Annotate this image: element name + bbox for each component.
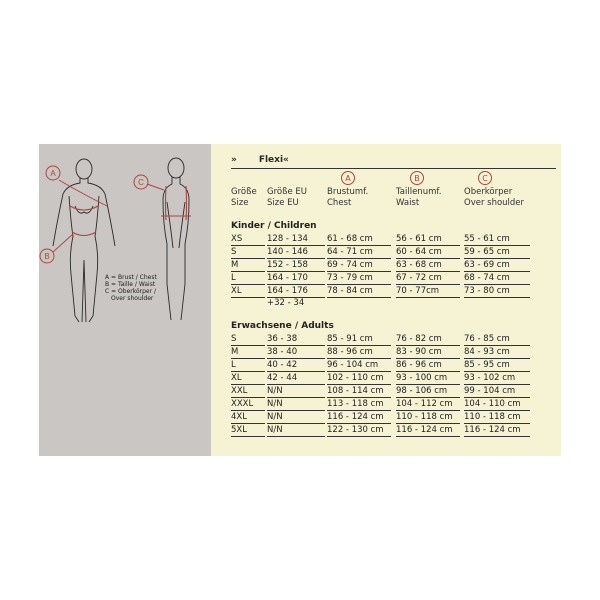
- table-row: [231, 399, 531, 412]
- section-title-adults: Erwachsene / Adults: [231, 321, 334, 331]
- cell-underline: [327, 345, 391, 346]
- size-eu-cell: N/N: [267, 386, 283, 396]
- cell-underline: [267, 436, 325, 437]
- chest-cell: 61 - 68 cm: [327, 234, 373, 244]
- cell-underline: [396, 297, 460, 298]
- table-row: [231, 334, 531, 347]
- waist-cell: 86 - 96 cm: [396, 360, 442, 370]
- size-cell: S: [231, 334, 237, 344]
- table-row: [231, 234, 531, 247]
- size-eu-cell: 128 - 134: [267, 234, 308, 244]
- cell-underline: [396, 245, 460, 246]
- cell-underline: [327, 358, 391, 359]
- cell-underline: [464, 436, 530, 437]
- cell-underline: [327, 423, 391, 424]
- waist-cell: 104 - 112 cm: [396, 399, 453, 409]
- cell-underline: [396, 371, 460, 372]
- header-shoulder: Oberkörper Over shoulder: [464, 187, 525, 208]
- cell-underline: [396, 423, 460, 424]
- waist-cell: 63 - 68 cm: [396, 260, 442, 270]
- waist-cell: 67 - 72 cm: [396, 273, 442, 283]
- shoulder-cell: 63 - 69 cm: [464, 260, 510, 270]
- shoulder-cell: 116 - 124 cm: [464, 425, 521, 435]
- size-eu-cell: 164 - 170: [267, 273, 308, 283]
- cell-underline: [464, 423, 530, 424]
- cell-underline: [267, 245, 325, 246]
- header-size: Größe Size: [231, 187, 257, 208]
- section-title-children: Kinder / Children: [231, 221, 317, 231]
- cell-underline: [231, 284, 265, 285]
- table-row: [231, 247, 531, 260]
- size-table-panel: [211, 144, 561, 456]
- size-cell: 4XL: [231, 412, 247, 422]
- chest-cell: 64 - 71 cm: [327, 247, 373, 257]
- cell-underline: [267, 397, 325, 398]
- cell-underline: [464, 345, 530, 346]
- shoulder-cell: 110 - 118 cm: [464, 412, 521, 422]
- size-cell: L: [231, 273, 236, 283]
- waist-cell: 110 - 118 cm: [396, 412, 453, 422]
- chest-cell: 73 - 79 cm: [327, 273, 373, 283]
- shoulder-marker-icon: C: [478, 171, 492, 185]
- cell-underline: [396, 258, 460, 259]
- cell-underline: [231, 436, 265, 437]
- shoulder-cell: 73 - 80 cm: [464, 286, 510, 296]
- chest-cell: 96 - 104 cm: [327, 360, 379, 370]
- cell-underline: [396, 384, 460, 385]
- size-cell: XL: [231, 286, 242, 296]
- header-size-eu: Größe EU Size EU: [267, 187, 307, 208]
- title-marker: »: [231, 155, 237, 165]
- waist-cell: 70 - 77cm: [396, 286, 440, 296]
- legend-shoulder: C = Oberkörper /: [105, 288, 157, 295]
- shoulder-cell: 84 - 93 cm: [464, 347, 510, 357]
- waist-cell: 116 - 124 cm: [396, 425, 453, 435]
- cell-underline: [231, 397, 265, 398]
- chest-cell: 122 - 130 cm: [327, 425, 384, 435]
- cell-underline: [464, 245, 530, 246]
- size-eu-cell: 38 - 40: [267, 347, 298, 357]
- shoulder-cell: 85 - 95 cm: [464, 360, 510, 370]
- back-figure: [163, 158, 189, 320]
- cell-underline: [231, 345, 265, 346]
- chest-marker-icon: A: [341, 171, 355, 185]
- product-name: Flexi«: [258, 155, 289, 165]
- cell-underline: [327, 371, 391, 372]
- cell-underline: [327, 245, 391, 246]
- chest-cell: 69 - 74 cm: [327, 260, 373, 270]
- size-eu-cell: 40 - 42: [267, 360, 298, 370]
- label-a-icon: [46, 166, 60, 180]
- cell-underline: [267, 358, 325, 359]
- cell-underline: [267, 410, 325, 411]
- size-cell: M: [231, 347, 239, 357]
- product-title: [231, 155, 289, 165]
- table-row: [231, 273, 531, 286]
- label-c-icon: [134, 175, 148, 189]
- cell-underline: [231, 358, 265, 359]
- cell-underline: [231, 423, 265, 424]
- size-eu-cell: N/N: [267, 412, 283, 422]
- chest-cell: 88 - 96 cm: [327, 347, 373, 357]
- legend-shoulder-cont: Over shoulder: [111, 295, 154, 302]
- chest-cell: 85 - 91 cm: [327, 334, 373, 344]
- size-eu-cell: N/N: [267, 425, 283, 435]
- cell-underline: [396, 271, 460, 272]
- shoulder-cell: 104 - 110 cm: [464, 399, 521, 409]
- cell-underline: [327, 384, 391, 385]
- size-chart-card: [39, 144, 561, 456]
- cell-underline: [464, 284, 530, 285]
- measurement-diagram-panel: [39, 144, 211, 456]
- cell-underline: [231, 245, 265, 246]
- cell-underline: [267, 384, 325, 385]
- cell-underline: [464, 371, 530, 372]
- table-row: [231, 425, 531, 438]
- svg-text:A: A: [50, 169, 56, 178]
- table-row: [231, 286, 531, 310]
- cell-underline: [267, 297, 325, 298]
- cell-underline: [267, 345, 325, 346]
- shoulder-cell: 99 - 104 cm: [464, 386, 516, 396]
- header-chest: Brustumf. Chest: [327, 187, 369, 208]
- title-divider: [231, 168, 556, 169]
- legend-waist: B = Taille / Waist: [105, 281, 156, 288]
- table-row: [231, 386, 531, 399]
- cell-underline: [464, 297, 530, 298]
- chest-cell: 116 - 124 cm: [327, 412, 384, 422]
- cell-underline: [327, 271, 391, 272]
- cell-underline: [267, 371, 325, 372]
- waist-cell: 83 - 90 cm: [396, 347, 442, 357]
- size-eu-cell: 42 - 44: [267, 373, 298, 383]
- size-cell: S: [231, 247, 237, 257]
- shoulder-cell: 59 - 65 cm: [464, 247, 510, 257]
- cell-underline: [464, 271, 530, 272]
- cell-underline: [267, 258, 325, 259]
- cell-underline: [327, 297, 391, 298]
- svg-text:B: B: [44, 252, 50, 261]
- size-eu-cell-extra: +32 - 34: [267, 298, 305, 308]
- waist-cell: 98 - 106 cm: [396, 386, 448, 396]
- cell-underline: [231, 297, 265, 298]
- size-cell: XS: [231, 234, 243, 244]
- shoulder-cell: 93 - 102 cm: [464, 373, 516, 383]
- header-waist: Taillenumf. Waist: [396, 187, 442, 208]
- cell-underline: [231, 371, 265, 372]
- cell-underline: [464, 397, 530, 398]
- size-cell: XL: [231, 373, 242, 383]
- cell-underline: [396, 436, 460, 437]
- cell-underline: [231, 271, 265, 272]
- cell-underline: [327, 258, 391, 259]
- size-eu-cell: N/N: [267, 399, 283, 409]
- cell-underline: [327, 284, 391, 285]
- shoulder-cell: 68 - 74 cm: [464, 273, 510, 283]
- label-b-icon: [40, 249, 54, 263]
- cell-underline: [464, 358, 530, 359]
- table-row: [231, 360, 531, 373]
- chest-cell: 108 - 114 cm: [327, 386, 384, 396]
- waist-cell: 93 - 100 cm: [396, 373, 448, 383]
- waist-cell: 60 - 64 cm: [396, 247, 442, 257]
- cell-underline: [327, 410, 391, 411]
- shoulder-cell: 76 - 85 cm: [464, 334, 510, 344]
- size-eu-cell: 164 - 176: [267, 286, 308, 296]
- cell-underline: [396, 358, 460, 359]
- waist-cell: 76 - 82 cm: [396, 334, 442, 344]
- waist-cell: 56 - 61 cm: [396, 234, 442, 244]
- table-row: [231, 260, 531, 273]
- size-cell: XXXL: [231, 399, 254, 409]
- size-cell: M: [231, 260, 239, 270]
- cell-underline: [464, 410, 530, 411]
- chest-cell: 78 - 84 cm: [327, 286, 373, 296]
- size-eu-cell: 140 - 146: [267, 247, 308, 257]
- measurement-legend: [105, 274, 157, 302]
- waist-marker-icon: B: [410, 171, 424, 185]
- cell-underline: [396, 410, 460, 411]
- cell-underline: [396, 345, 460, 346]
- size-eu-cell: 152 - 158: [267, 260, 308, 270]
- table-row: [231, 373, 531, 386]
- cell-underline: [231, 384, 265, 385]
- size-cell: L: [231, 360, 236, 370]
- table-row: [231, 412, 531, 425]
- front-measure-lines: [53, 180, 107, 252]
- size-cell: XXL: [231, 386, 248, 396]
- cell-underline: [327, 397, 391, 398]
- legend-chest: A = Brust / Chest: [105, 274, 157, 281]
- cell-underline: [231, 410, 265, 411]
- cell-underline: [231, 258, 265, 259]
- cell-underline: [327, 436, 391, 437]
- cell-underline: [396, 397, 460, 398]
- chest-cell: 113 - 118 cm: [327, 399, 384, 409]
- cell-underline: [464, 384, 530, 385]
- cell-underline: [464, 258, 530, 259]
- cell-underline: [267, 271, 325, 272]
- table-row: [231, 347, 531, 360]
- size-eu-cell: 36 - 38: [267, 334, 298, 344]
- cell-underline: [267, 284, 325, 285]
- chest-cell: 102 - 110 cm: [327, 373, 384, 383]
- svg-text:C: C: [138, 178, 144, 187]
- size-cell: 5XL: [231, 425, 247, 435]
- cell-underline: [396, 284, 460, 285]
- shoulder-cell: 55 - 61 cm: [464, 234, 510, 244]
- cell-underline: [267, 423, 325, 424]
